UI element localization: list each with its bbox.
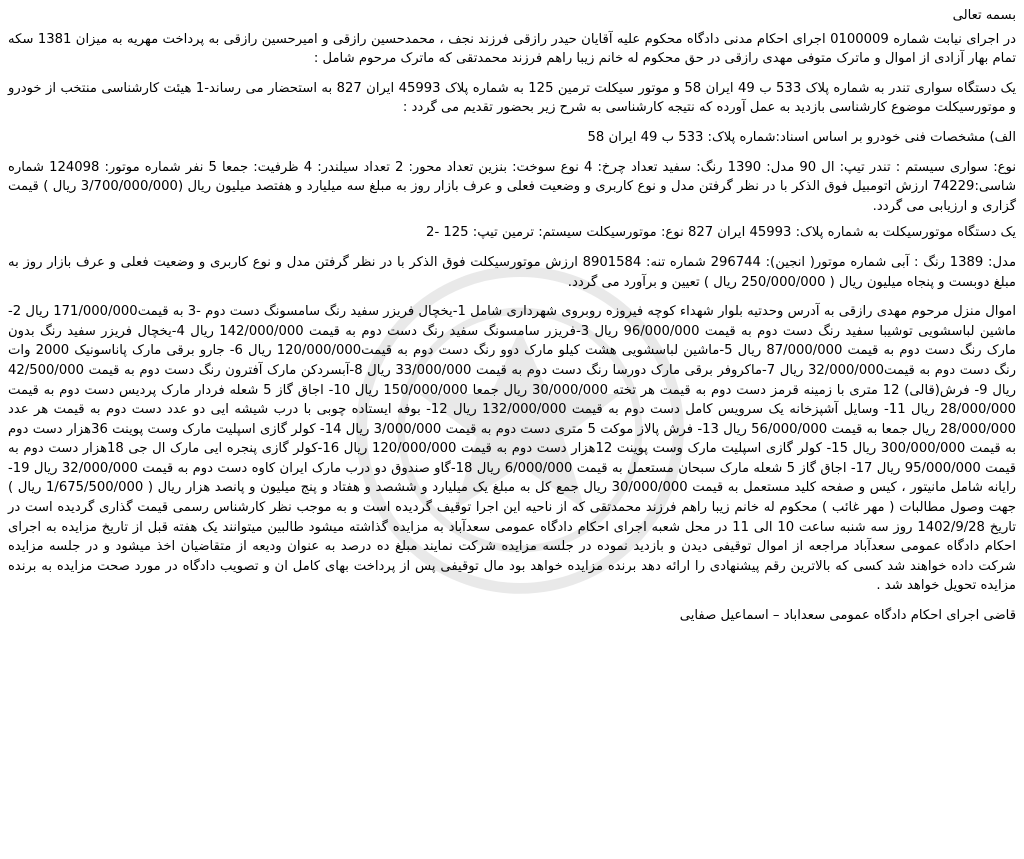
item-1-paragraph: یک دستگاه سواری تندر به شماره پلاک 533 ب 49 ایران 58 و موتور سیکلت ترمین 125 به شماره پلاک 45993 ایران 827 به استحضار می رساند-1 هیئت کارشناسی منتخب از خودرو و موتورسیکلت موضوع کارشناسی بازدید به عمل آورده که نتیجه کارشناسی به شرح زیر بحضور تقدیم می گردد : <box>8 80 1017 116</box>
notice-document <box>8 6 1016 855</box>
signature-line: قاضی اجرای احکام دادگاه عمومی سعداباد – اسماعیل صفایی <box>679 608 1016 624</box>
car-specs-paragraph: نوع: سواری سیستم : تندر تیپ: ال 90 مدل: 1390 رنگ: سفید تعداد چرخ: 4 نوع سوخت: بنزین تعداد محور: 2 تعداد سیلندر: 4 ظرفیت: جمعا 5 نفر شماره موتور: 124098 شماره شاسی:74229 ارزش اتومبیل فوق الذکر با در نظر گرفتن مدل و نوع کاربری و وضعیت فعلی و عرف بازار روز به مبلغ سه میلیارد و هفتصد میلیون ریال (3/700/000/000 ریال ) قیمت گزاری و ارزیابی می گردد. <box>8 159 1016 214</box>
motorcycle-specs-paragraph: مدل: 1389 رنگ : آبی شماره موتور( انجین): 296744 شماره تنه: 8901584 ارزش موتورسیکلت فوق الذکر با در نظر گرفتن مدل و نوع کاربری و وضعیت فعلی و عرف بازار روز به مبلغ دوبست و پنجاه میلیون ریال ( 250/000/000 ریال ) تعیین و برآورد می گردد. <box>8 254 1017 290</box>
furniture-paragraph: اموال منزل مرحوم مهدی رازقی به آدرس وحدتیه بلوار شهداء کوچه فیروزه روبروی شهرداری شامل 1-یخچال فریزر سفید رنگ سامسونگ دست دوم -3 به قیمت171/000/000 ریال 2- ماشین لباسشویی توشیبا سفید رنگ دست دوم به قیمت 96/000/000 ریال 3-فریزر سامسونگ سفید رنگ دست دوم به قیمت 142/000/000 ریال 4-یخچال فریزر سفید رنگ بدون مارک رنگ دست دوم به قیمت 87/000/000 ریال 5-ماشین لباسشویی هشت کیلو مارک دوو رنگ دست دوم به قیمت120/000/000 ریال 6- جارو برقی مارک پاناسونیک 2000 وات رنگ دست دوم به قیمت32/000/000 ریال 7-ماکروفر برقی مارک دورسا رنگ دست دوم به قیمت 33/000/000 ریال 8-آبسردکن مارک آفترون رنگ دست دوم به قیمت 42/500/000 ریال 9- فرش(قالی) 12 متری با زمینه قرمز دست دوم به قیمت هر تخته 30/000/000 ریال جمعا 150/000/000 ریال 10- اجاق گاز 5 شعله فردار مارک پردیس دست دوم به قیمت 28/000/000 ریال 11- وسایل آشپزخانه یک سرویس کامل دست دوم به قیمت 132/000/000 ریال 12- بوفه ایستاده چوبی با درب شیشه ایی دو عدد دست دوم به قیمت هر عدد 28/000/000 ریال جمعا به قیمت 56/000/000 ریال 13- فرش پالاز موکت 5 متری دست دوم به قیمت 3/000/000 ریال 14- کولر گازی اسپلیت مارک وست پوینت 36هزار دست دوم به قیمت 300/000/000 ریال 15- کولر گازی اسپلیت مارک وست پوینت 12هزار دست دوم به قیمت 120/000/000 ریال 16-کولر گازی پنجره ایی مارک ال جی 18هزار دست دوم به قیمت 95/000/000 ریال 17- اجاق گاز 5 شعله مارک سبحان مستعمل به قیمت 6/000/000 ریال 18-گاو صندوق دو درب مارک ایران کاوه دست دوم به قیمت 32/000/000 ریال 19-رایانه شامل مانیتور ، کیس و صفحه کلید مستعمل به قیمت 30/000/000 ریال جمع کل به مبلغ یک میلیارد و ششصد و هفتاد و پنج میلیون و پانصد هزار ریال ( 1/675/500/000 ریال ) جهت وصول مطالبات ( مهر غائب ) محکوم له خانم زیبا راهم فرزند محمدتقی که از ناحیه این اجرا توقیف گردیده است و به موجب نظر کارشناس رسمی قیمت گذاری گردیده است در تاریخ 1402/9/28 روز سه شنبه ساعت 10 الی 11 در محل شعبه اجرای احکام دادگاه عمومی سعدآباد به مزایده گذاشته میشود طالبین میتوانند یک هفته قبل از تاریخ مزایده به اجرای احکام دادگاه عمومی سعدآباد مراجعه از اموال توقیفی دیدن و بازدید نموده در جلسه مزایده شرکت نمایند مبلغ ده درصد به عنوان ودیعه از متقاضیان اخذ میشود و در جلسه مزایده شرکت داده خواهند شد کسی که بالاترین رقم پیشنهادی را ارائه دهد برنده مزایده خواهد بود مال توقیفی پس از پرداخت بهای کامل ان و تصویب دادگاه در مورد صحت مزایده به برنده مزایده تحویل خواهد شد . <box>8 304 1017 594</box>
intro-paragraph: در اجرای نیابت شماره 0100009 اجرای احکام مدنی دادگاه محکوم علیه آقایان حیدر رازقی فرزند نجف ، محمدحسین رازقی و امیرحسین رازقی به پرداخت مهریه به میزان 1381 سکه تمام بهار آزادی از اموال و ماترک متوفی مهدی رازقی در حق محکوم له خانم زیبا راهم فرزند محمدتقی که ماترک مرحوم شامل : <box>8 31 1016 67</box>
motorcycle-header: یک دستگاه موتورسیکلت به شماره پلاک: 45993 ایران 827 نوع: موتورسیکلت سیستم: ترمین تیپ: 125 -2 <box>426 225 1016 241</box>
section-a-heading: الف) مشخصات فنی خودرو بر اساس اسناد:شماره پلاک: 533 ب 49 ایران 58 <box>587 129 1016 145</box>
document-heading: بسمه تعالی <box>952 8 1016 23</box>
